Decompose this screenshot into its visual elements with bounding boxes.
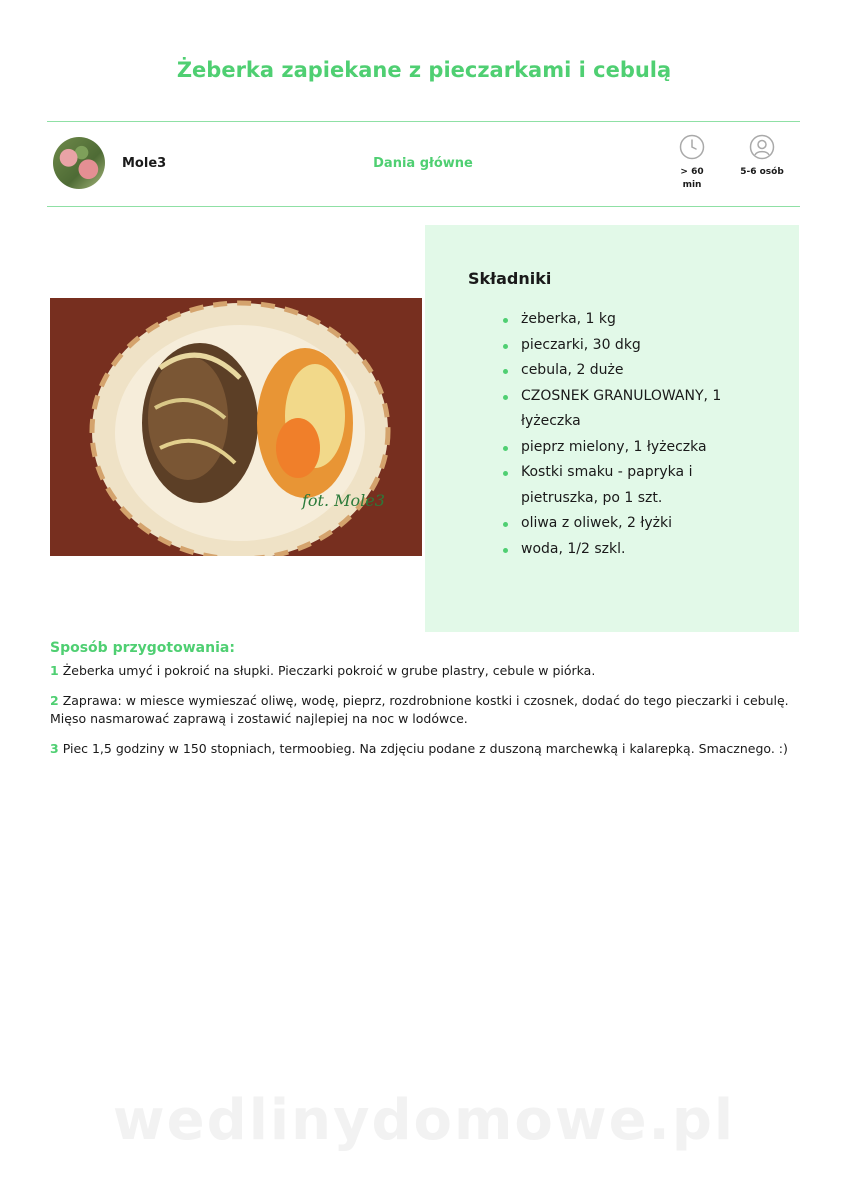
step-text: Zaprawa: w miesce wymieszać oliwę, wodę, pieprz, rozdrobnione kostki i czosnek, dodać do tego pieczarki i cebulę. Mięso nasmarować zaprawą i zostawić najlepiej na noc w lodówce. <box>50 693 789 726</box>
servings <box>734 134 790 179</box>
step-number: 3 <box>50 741 59 756</box>
prep-time-value: > 60 <box>680 167 704 177</box>
person-icon <box>749 134 775 160</box>
ingredients-panel <box>425 225 799 632</box>
clock-icon <box>679 134 705 160</box>
ingredient-item: pieprz mielony, 1 łyżeczka <box>521 435 761 461</box>
ingredient-item: oliwa z oliwek, 2 łyżki <box>521 511 761 537</box>
author-name[interactable]: Mole3 <box>122 156 167 171</box>
method-title: Sposób przygotowania: <box>50 640 235 656</box>
ingredients-list <box>521 307 761 562</box>
method-step <box>50 740 798 758</box>
servings-value: 5-6 osób <box>740 167 784 177</box>
step-text: Żeberka umyć i pokroić na słupki. Pieczarki pokroić w grube plastry, cebule w piórka. <box>62 663 596 678</box>
method-step <box>50 692 798 728</box>
ingredient-item: Kostki smaku - papryka i pietruszka, po 1 szt. <box>521 460 761 511</box>
ingredient-item: woda, 1/2 szkl. <box>521 537 761 563</box>
ingredients-title: Składniki <box>468 269 552 288</box>
recipe-photo <box>50 298 422 556</box>
prep-time <box>670 134 714 192</box>
recipe-title: Żeberka zapiekane z pieczarkami i cebulą <box>176 58 672 82</box>
step-number: 2 <box>50 693 59 708</box>
method-steps <box>50 662 798 770</box>
ingredient-item: pieczarki, 30 dkg <box>521 333 761 359</box>
divider-top <box>47 121 800 122</box>
divider-bottom <box>47 206 800 207</box>
step-number: 1 <box>50 663 59 678</box>
dish-illustration <box>50 298 422 556</box>
prep-time-unit: min <box>682 180 702 190</box>
photo-signature: fot. Mole3 <box>302 491 385 510</box>
method-step <box>50 662 798 680</box>
step-text: Piec 1,5 godziny w 150 stopniach, termoobieg. Na zdjęciu podane z duszoną marchewką i kalarepką. Smacznego. :) <box>62 741 788 756</box>
recipe-category[interactable]: Dania główne <box>373 156 473 171</box>
ingredient-item: CZOSNEK GRANULOWANY, 1 łyżeczka <box>521 384 761 435</box>
author-avatar[interactable] <box>53 137 105 189</box>
ingredient-item: cebula, 2 duże <box>521 358 761 384</box>
ingredient-item: żeberka, 1 kg <box>521 307 761 333</box>
site-watermark: wedlinydomowe.pl <box>112 1088 736 1153</box>
